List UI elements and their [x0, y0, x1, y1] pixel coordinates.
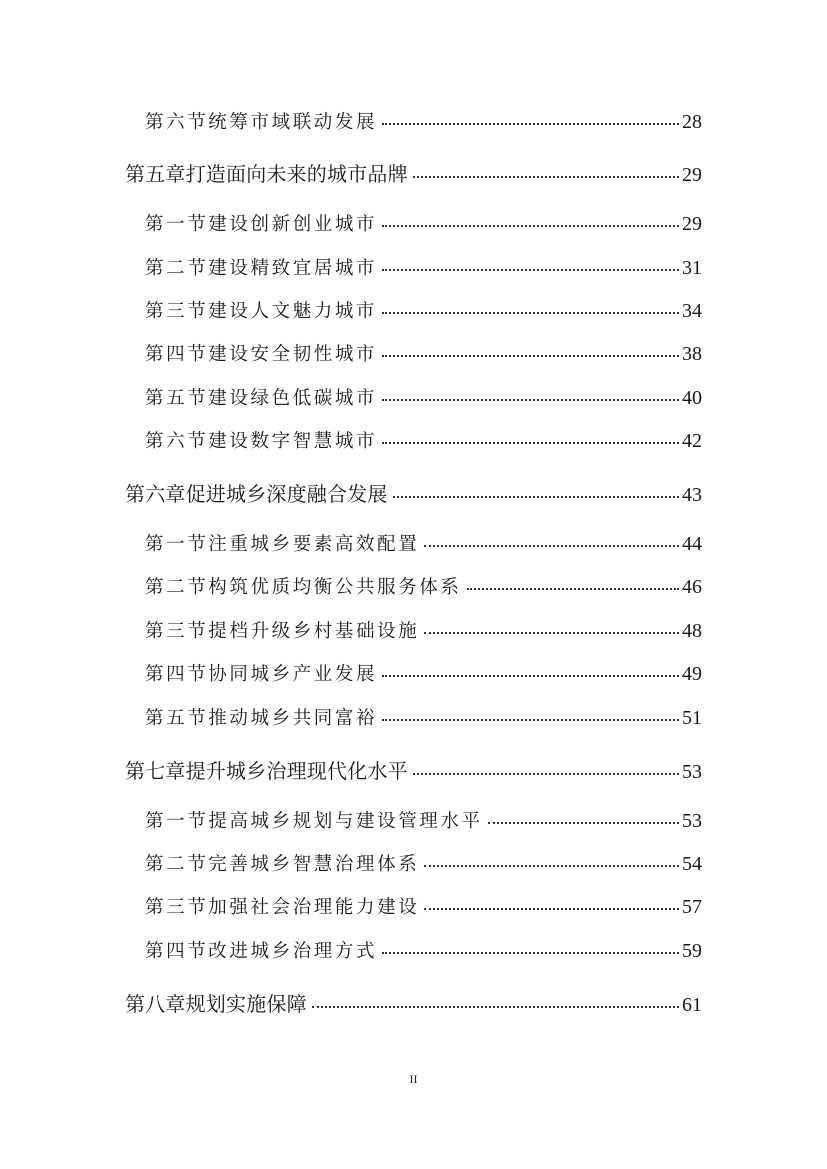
toc-entry-page: 40 [682, 387, 702, 409]
toc-entry-chapter[interactable] [125, 755, 702, 785]
toc-entry-section[interactable] [145, 573, 702, 603]
toc-entry-section[interactable] [145, 660, 702, 690]
toc-dot-leader [488, 822, 679, 824]
toc-entry-page: 51 [682, 707, 702, 729]
toc-entry-chapter[interactable] [125, 988, 702, 1018]
toc-entry-page: 31 [682, 257, 702, 279]
toc-entry-page: 43 [682, 484, 702, 506]
toc-entry-section[interactable] [145, 297, 702, 327]
toc-entry-title: 第二节构筑优质均衡公共服务体系 [145, 577, 462, 598]
toc-entry-title: 第一节建设创新创业城市 [145, 214, 378, 235]
toc-dot-leader [413, 176, 679, 178]
toc-entry-section[interactable] [145, 937, 702, 967]
toc-entry-section[interactable] [145, 807, 702, 837]
toc-dot-leader [393, 496, 679, 498]
toc-entry-page: 38 [682, 343, 702, 365]
toc-entry-page: 29 [682, 164, 702, 186]
toc-entry-title: 第五节推动城乡共同富裕 [145, 708, 378, 729]
toc-entry-title: 第一节提高城乡规划与建设管理水平 [145, 811, 483, 832]
toc-entry-chapter[interactable] [125, 478, 702, 508]
page-number: II [409, 1072, 418, 1086]
toc-dot-leader [413, 773, 679, 775]
toc-entry-section[interactable] [145, 254, 702, 284]
toc-entry-page: 42 [682, 430, 702, 452]
toc-entry-page: 34 [682, 300, 702, 322]
toc-entry-title: 第二节完善城乡智慧治理体系 [145, 854, 420, 875]
toc-entry-section[interactable] [145, 850, 702, 880]
toc-entry-page: 44 [682, 533, 702, 555]
toc-entry-page: 46 [682, 576, 702, 598]
toc-dot-leader [467, 588, 679, 590]
toc-dot-leader [382, 442, 679, 444]
toc-dot-leader [382, 269, 679, 271]
toc-dot-leader [382, 675, 679, 677]
toc-entry-page: 54 [682, 853, 702, 875]
toc-entry-title: 第二节建设精致宜居城市 [145, 258, 378, 279]
toc-entry-title: 第八章规划实施保障 [125, 992, 307, 1016]
toc-entry-section[interactable] [145, 340, 702, 370]
toc-dot-leader [424, 545, 679, 547]
toc-dot-leader [382, 123, 679, 125]
toc-entry-title: 第七章提升城乡治理现代化水平 [125, 759, 408, 783]
toc-entry-page: 49 [682, 663, 702, 685]
toc-dot-leader [424, 632, 679, 634]
toc-entry-page: 59 [682, 940, 702, 962]
toc-dot-leader [382, 225, 679, 227]
toc-dot-leader [424, 908, 679, 910]
toc-entry-title: 第一节注重城乡要素高效配置 [145, 534, 420, 555]
toc-entry-title: 第六章促进城乡深度融合发展 [125, 482, 388, 506]
toc-entry-title: 第四节改进城乡治理方式 [145, 941, 378, 962]
toc-entry-page: 28 [682, 111, 702, 133]
toc-entry-page: 53 [682, 810, 702, 832]
toc-entry-section[interactable] [145, 427, 702, 457]
toc-entry-title: 第六节建设数字智慧城市 [145, 431, 378, 452]
toc-dot-leader [382, 312, 679, 314]
toc-entry-section[interactable] [145, 384, 702, 414]
toc-entry-section[interactable] [145, 893, 702, 923]
toc-entry-page: 53 [682, 761, 702, 783]
toc-entry-title: 第三节加强社会治理能力建设 [145, 897, 420, 918]
toc-entry-page: 61 [682, 994, 702, 1016]
toc-entry-page: 48 [682, 620, 702, 642]
toc-entry-title: 第六节统筹市域联动发展 [145, 112, 378, 133]
toc-dot-leader [382, 399, 679, 401]
toc-entry-section[interactable] [145, 617, 702, 647]
toc-dot-leader [382, 719, 679, 721]
toc-entry-title: 第三节建设人文魅力城市 [145, 301, 378, 322]
toc-entry-section[interactable] [145, 108, 702, 138]
toc-entry-title: 第四节协同城乡产业发展 [145, 664, 378, 685]
toc-entry-page: 29 [682, 213, 702, 235]
toc-entry-section[interactable] [145, 530, 702, 560]
toc-entry-title: 第五章打造面向未来的城市品牌 [125, 162, 408, 186]
toc-dot-leader [382, 355, 679, 357]
toc-entry-title: 第四节建设安全韧性城市 [145, 344, 378, 365]
toc-dot-leader [312, 1006, 679, 1008]
toc-entry-section[interactable] [145, 704, 702, 734]
toc-dot-leader [424, 865, 679, 867]
toc-entry-title: 第五节建设绿色低碳城市 [145, 388, 378, 409]
toc-entry-title: 第三节提档升级乡村基础设施 [145, 621, 420, 642]
toc-dot-leader [382, 952, 679, 954]
toc-entry-chapter[interactable] [125, 158, 702, 188]
toc-entry-section[interactable] [145, 210, 702, 240]
toc-entry-page: 57 [682, 896, 702, 918]
